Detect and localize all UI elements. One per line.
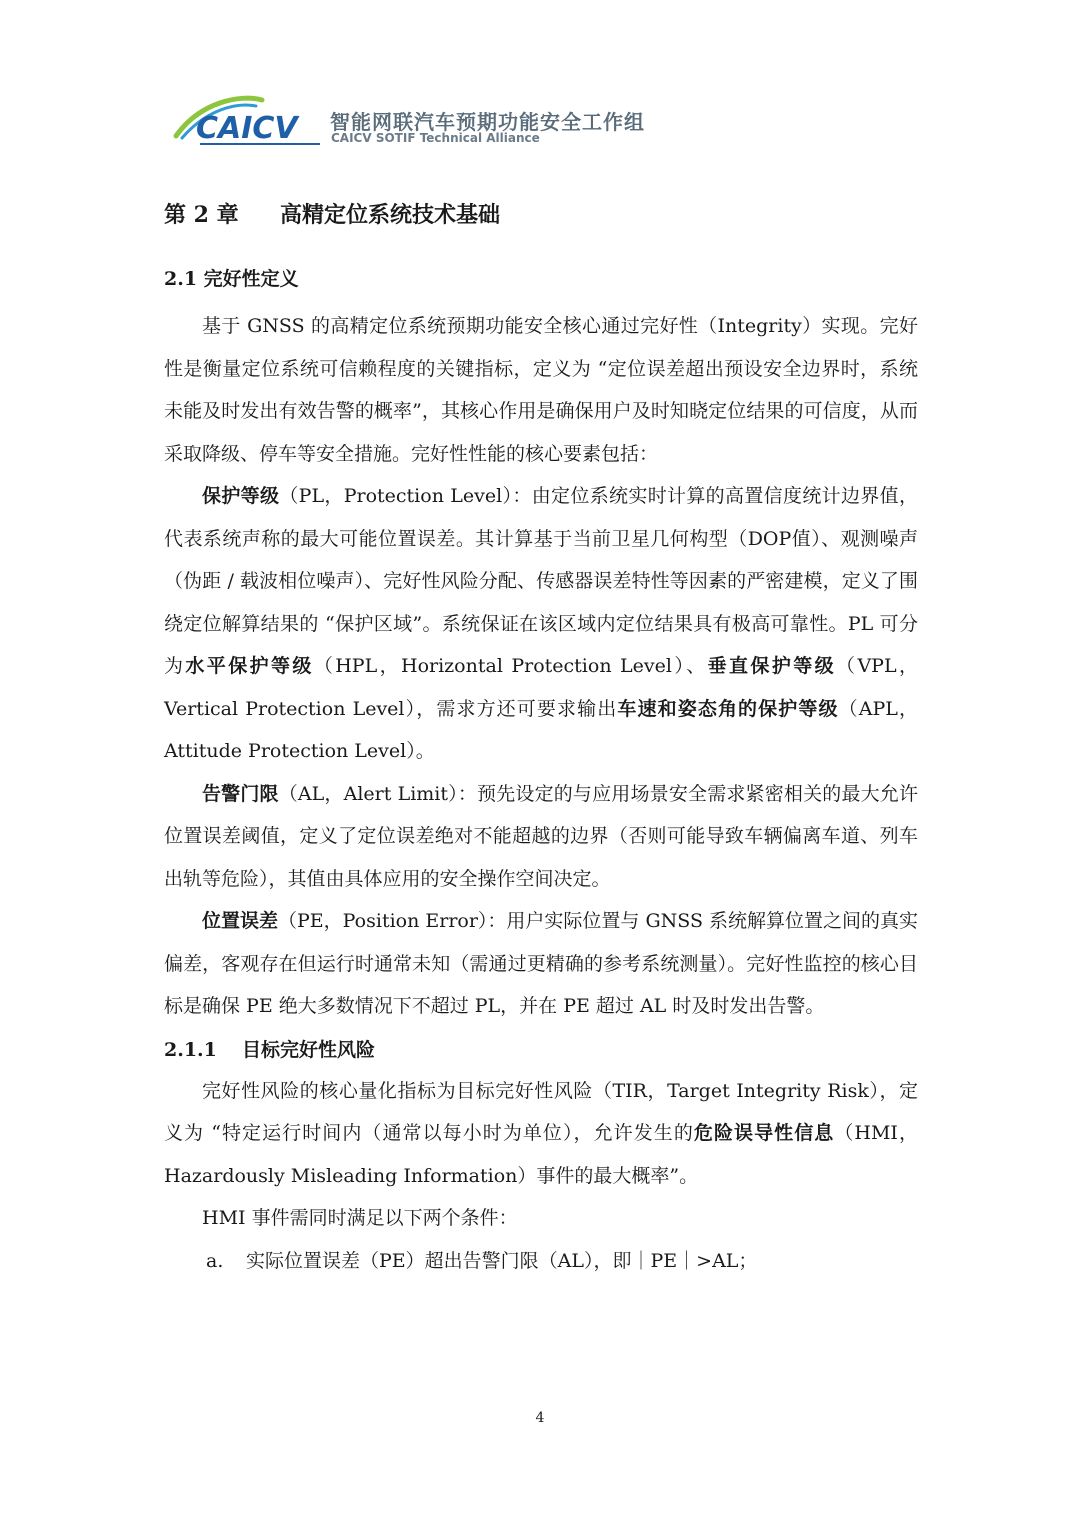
- logo-text: CAICV: [196, 111, 298, 146]
- hpl-term: 水平保护等级: [185, 655, 314, 677]
- document-body: [164, 195, 918, 1282]
- pe-paragraph: [164, 900, 918, 1028]
- pl-text-1: （PL，Protection Level）：由定位系统实时计算的高置信度统计边界值，代表系统声称的最大可能位置误差。其计算基于当前卫星几何构型（DOP值）、观测噪声（伪距 / 载波相位噪声）、完好性风险分配、传感器误差特性等因素的严密建模，定义了围绕定位解算结果的 “保护区域”。系统保证在该区域内定位结果具有极高可靠性。PL 可分为: [164, 485, 918, 677]
- tir-text-1: 完好性风险的核心量化指标为目标完好性风险（TIR，Target Integrity Risk），定义为 “特定运行时间内（通常以每小时为单位），允许发生的: [164, 1079, 918, 1144]
- pe-text: （PE，Position Error）：用户实际位置与 GNSS 系统解算位置之间的真实偏差，客观存在但运行时通常未知（需通过更精确的参考系统测量）。完好性监控的核心目标是确保 PE 绝大多数情况下不超过 PL，并在 PE 超过 AL 时及时发出告警。: [164, 910, 919, 1017]
- hmi-term: 危险误导性信息: [693, 1122, 835, 1144]
- pe-term: 位置误差: [202, 910, 279, 932]
- tir-paragraph: [164, 1070, 918, 1198]
- subsection-heading: [164, 1032, 918, 1068]
- pl-paragraph: [164, 475, 918, 773]
- chapter-heading: [164, 195, 918, 235]
- pl-term: 保护等级: [202, 485, 280, 507]
- intro-paragraph: 基于 GNSS 的高精定位系统预期功能安全核心通过完好性（Integrity）实现。完好性是衡量定位系统可信赖程度的关键指标，定义为 “定位误差超出预设安全边界时，系统未能及时发出有效告警的概率”，其核心作用是确保用户及时知晓定位结果的可信度，从而采取降级、停车等安全措施。完好性性能的核心要素包括：: [164, 315, 918, 465]
- subsection-title: 目标完好性风险: [242, 1038, 376, 1061]
- caicv-logo: [170, 92, 322, 154]
- pl-text-3: （VPL，Vertical Protection Level），需求方还可要求输出: [164, 655, 918, 720]
- chapter-title: 高精定位系统技术基础: [280, 202, 501, 228]
- al-term: 告警门限: [202, 782, 279, 805]
- pl-text-2: （HPL，Horizontal Protection Level）、: [313, 655, 708, 677]
- org-name-en: CAICV SOTIF Technical Alliance: [331, 131, 540, 145]
- vpl-term: 垂直保护等级: [707, 655, 837, 677]
- chapter-number: 第 2 章: [164, 202, 239, 228]
- list-item: [164, 1240, 918, 1283]
- tir-text-2: （HMI，Hazardously Misleading Information）事件的最大概率”。: [164, 1122, 918, 1187]
- list-item-text: 实际位置误差（PE）超出告警门限（AL），即｜PE｜>AL；: [246, 1249, 758, 1272]
- al-paragraph: [164, 773, 918, 901]
- section-heading: 2.1 完好性定义: [164, 268, 299, 290]
- page-number: 4: [535, 1410, 545, 1426]
- org-name-cn: 智能网联汽车预期功能安全工作组: [330, 110, 645, 134]
- page-header: [170, 92, 690, 154]
- al-text: （AL，Alert Limit）：预先设定的与应用场景安全需求紧密相关的最大允许位置误差阈值，定义了定位误差绝对不能超越的边界（否则可能导致车辆偏离车道、列车出轨等危险），其值由具体应用的安全操作空间决定。: [164, 782, 918, 890]
- pl-text-4: （APL，Attitude Protection Level）。: [164, 697, 918, 762]
- list-marker: a.: [206, 1249, 224, 1272]
- subsection-number: 2.1.1: [164, 1038, 217, 1061]
- apl-term: 车速和姿态角的保护等级: [617, 697, 839, 720]
- hmi-conditions-paragraph: HMI 事件需同时满足以下两个条件：: [202, 1207, 518, 1229]
